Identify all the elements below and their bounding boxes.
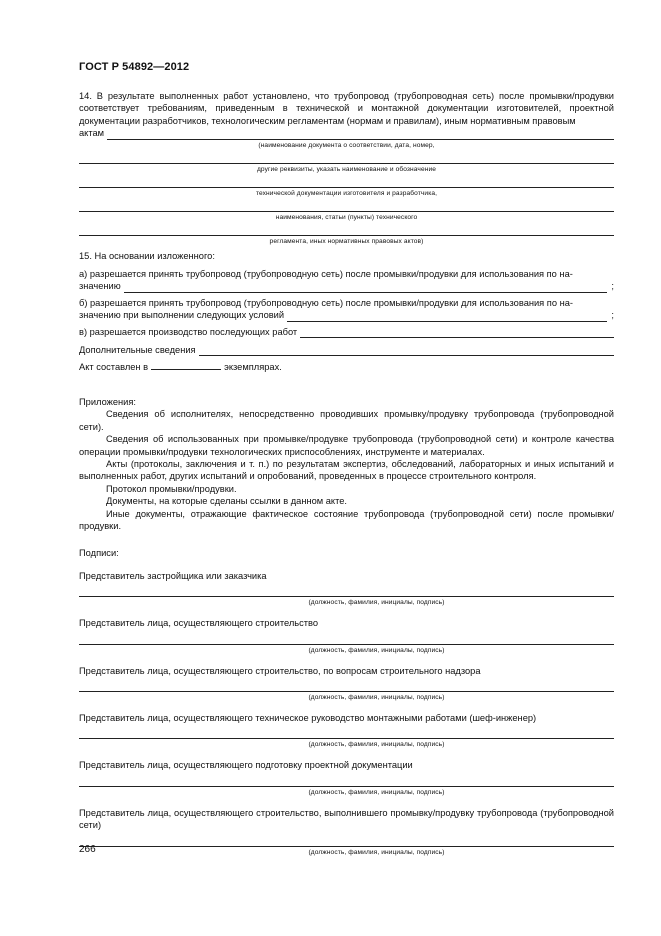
- item-15-b-field[interactable]: [287, 311, 607, 322]
- item-15-a-field[interactable]: [124, 282, 608, 293]
- item-15-title: 15. На основании изложенного:: [79, 250, 215, 261]
- appendix-item: Иные документы, отражающие фактическое состояние трубопровода (трубопроводной сети) после промывки/продувки.: [79, 508, 614, 531]
- item-15-a-semicolon: ;: [611, 281, 614, 292]
- item-14-field-2[interactable]: [79, 153, 614, 164]
- signature-caption: (должность, фамилия, инициалы, подпись): [308, 693, 445, 701]
- item-14-caption-3: технической документации изготовителя и разработчика,: [255, 189, 438, 197]
- item-15-b-label: значению при выполнении следующих условий: [79, 310, 285, 321]
- appendices-title: Приложения:: [79, 396, 136, 407]
- item-15-c-field[interactable]: [300, 327, 614, 338]
- page-header: ГОСТ Р 54892—2012: [79, 61, 190, 73]
- item-15-a-text: а) разрешается принять трубопровод (трубопроводную сеть) после промывки/продувки для использования по на-: [79, 269, 573, 280]
- signature-role: Представитель застройщика или заказчика: [79, 570, 267, 581]
- additional-info-field[interactable]: [199, 345, 614, 356]
- additional-info-label: Дополнительные сведения: [79, 345, 196, 356]
- signature-role: Представитель лица, осуществляющего строительство: [79, 618, 319, 629]
- signature-field[interactable]: [79, 677, 614, 692]
- signature-role: Представитель лица, осуществляющего строительство, выполнившего промывку/продувку трубопровода (трубопроводной сети): [79, 807, 614, 831]
- item-15-c-label: в) разрешается производство последующих работ: [79, 326, 298, 337]
- item-15-a-label: значению: [79, 281, 121, 292]
- signatures-title: Подписи:: [79, 548, 119, 559]
- signature-role: Представитель лица, осуществляющего строительство, по вопросам строительного надзора: [79, 665, 481, 676]
- act-copies-suffix: экземплярах.: [224, 362, 282, 373]
- item-14-field-5[interactable]: [79, 225, 614, 236]
- act-copies-count-field[interactable]: [151, 360, 221, 370]
- signature-field[interactable]: [79, 772, 614, 787]
- signature-field[interactable]: [79, 582, 614, 597]
- act-copies-line: [79, 360, 614, 373]
- signature-role: Представитель лица, осуществляющего техническое руководство монтажными работами (шеф-инженер): [79, 712, 537, 723]
- signature-caption: (должность, фамилия, инициалы, подпись): [308, 599, 445, 607]
- item-15-a-row: [79, 280, 614, 292]
- item-15-b-semicolon: ;: [611, 310, 614, 321]
- appendix-item: Акты (протоколы, заключения и т. п.) по результатам экспертиз, обследований, лабораторных и иных испытаний и выполненных работ, других испытаний и опробований, проведенных в процессе строительного контроля.: [79, 458, 614, 482]
- item-15-b-row: [79, 309, 614, 321]
- signature-role: Представитель лица, осуществляющего подготовку проектной документации: [79, 760, 413, 771]
- item-14-field-3[interactable]: [79, 177, 614, 188]
- item-14-field-4[interactable]: [79, 201, 614, 212]
- appendix-item: Документы, на которые сделаны ссылки в данном акте.: [106, 496, 348, 507]
- item-14-act-label: актам: [79, 128, 105, 139]
- additional-info-row: [79, 344, 614, 356]
- page-number: 266: [79, 844, 96, 855]
- item-14-caption-1: (наименование документа о соответствии, дата, номер,: [258, 141, 435, 149]
- signature-field[interactable]: [79, 630, 614, 645]
- appendix-item: Сведения об использованных при промывке/продувке трубопровода (трубопроводной сети) и контроле качества операции промывки/продувки технологических приспособлениях, инструменте и материалах.: [79, 434, 614, 457]
- appendix-item: Протокол промывки/продувки.: [106, 483, 237, 494]
- item-14-act-field[interactable]: [107, 129, 614, 140]
- document-body: [79, 90, 614, 857]
- item-14-act-row: [79, 127, 614, 139]
- signature-caption: (должность, фамилия, инициалы, подпись): [308, 848, 445, 856]
- item-14-text: 14. В результате выполненных работ установлено, что трубопровод (трубопроводная сеть) после промывки/продувки соответствует требованиям, приведенным в технической и монтажной документации изготовителей, проектной документации разработчиков, технологическим регламентам (нормам и правилам), иным нормативным правовым: [79, 91, 614, 126]
- signature-field[interactable]: [79, 724, 614, 739]
- signature-caption: (должность, фамилия, инициалы, подпись): [308, 741, 445, 749]
- item-15-b-text: б) разрешается принять трубопровод (трубопроводную сеть) после промывки/продувки для использования по на-: [79, 297, 573, 308]
- appendix-item: Сведения об исполнителях, непосредственно проводивших промывку/продувку трубопровода (трубопроводной сети).: [79, 409, 614, 432]
- signature-caption: (должность, фамилия, инициалы, подпись): [308, 646, 445, 654]
- item-14-caption-5: регламента, иных нормативных правовых актов): [269, 237, 424, 245]
- item-14-caption-2: другие реквизиты, указать наименование и обозначение: [256, 165, 437, 173]
- signature-field[interactable]: [79, 832, 614, 847]
- act-copies-prefix: Акт составлен в: [79, 362, 149, 373]
- item-14-caption-4: наименования, статьи (пункты) технического: [275, 213, 418, 221]
- item-15-c-row: [79, 326, 614, 338]
- signature-caption: (должность, фамилия, инициалы, подпись): [308, 788, 445, 796]
